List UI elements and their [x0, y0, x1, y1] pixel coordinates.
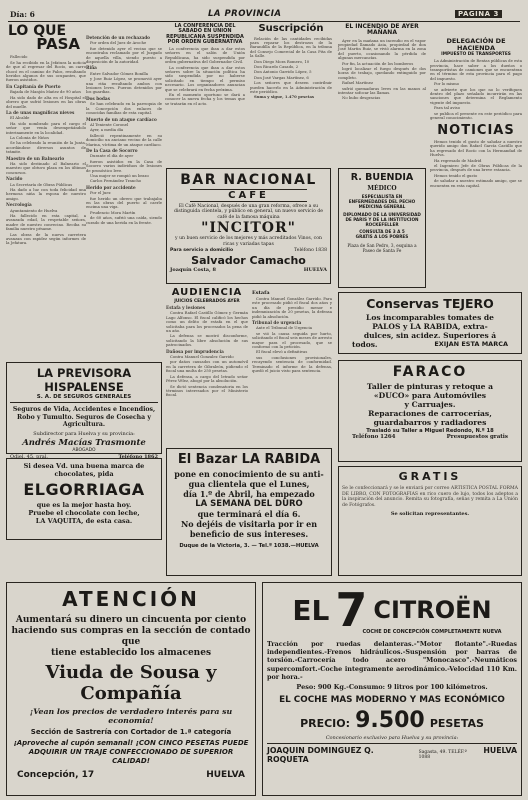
- ad-line: guardabarros y radiadores: [373, 418, 487, 427]
- lo-que-title: LO QUE: [8, 23, 67, 39]
- article-snippet: Por fin, la actuación de los bomberos: [342, 60, 414, 66]
- noticias-headline: NOTICIAS: [437, 123, 515, 139]
- article-snippet: Ante el Tribunal de Urgencia: [256, 325, 313, 331]
- estafa-article: Estafa Contra Manuel González Garrido. Para este procesado pidió el fiscal dos años y un día de presidio menor e indemnización de 20 pesetas, la defensa pidió la absolución. Tribunal de urgencia Ante el Tribunal de Urgencia se vió la causa seguida por hurto, solicitando el fiscal seis meses de arresto mayor para el procesado, que se conformó con la petición. El fiscal elevó a definitivas sus conclusiones provisionales, recayendo sentencia de conformidad. Terminado el informe de la defensa, quedó el juicio visto para sentencia.: [252, 290, 332, 374]
- article-snippet: Ayer, a media día: [90, 127, 124, 133]
- article-body: La Administración de Rentas públicas de esta provincia, hace saber a los dueños o transportistas de camiones que se encuentran en el término de esta provincia para el pago del impuesto.: [430, 58, 523, 81]
- ad-line: GRATIS A LOS POBRES: [355, 234, 409, 240]
- section-subhead: Herido por accidente: [86, 184, 136, 190]
- ad-line: Pruebe el chocolate con leche,: [28, 509, 140, 517]
- ad-line: CONSULTA DE 3 A 5: [359, 229, 405, 235]
- section-subhead: Maestro de un Balneario: [6, 155, 65, 161]
- ad-address: Odiel, 45, pral.: [10, 453, 48, 460]
- article-snippet: La Secretaría de Obras Públicas: [10, 181, 73, 187]
- tejero-ad: [338, 292, 522, 354]
- ad-brand: CITROËN: [373, 596, 492, 624]
- section-subhead: Muerto de un ataque cardíaco: [86, 116, 157, 122]
- article-snippet: No hubo desgracias: [342, 95, 381, 101]
- delegacion-headline: DELEGACIÓN DE HACIENDA: [446, 37, 506, 52]
- ad-line: pone en conocimiento de su anti-: [174, 469, 324, 479]
- lo-que-pasa-column: LO QUE PASA Fallecido Se ha recibido en la Jefatura la noticia de que al regresar del Rocío, un carro chocó en el camino de Palos, resultando heridos algunos de sus ocupantes, que fueron asistidos. En Capitanía de Puerto Bajada de Manjón Mañez de 90 años Ha sido dado de alta en el Hospital el obrero que sufrió lesiones en las obras del muelle. La de unas magníficas nieves El Alcalde Ha sido nombrado para el cargo el señor que venía desempeñándolo interinamente en la localidad. La Colonia de Niños Se ha celebrado la reunión de la Junta, acordándose diversos asuntos de trámite. Maestro de un Balneario Ha sido destinado al Balneario el maestro que obtuvo plaza en los últimos concursos. Nacido La Secretaría de Obras Públicas Ha dado a luz con toda felicidad una hermosa niña la esposa de nuestro amigo. Necrología Ayuntamiento de Huelva Ha fallecido en esta capital, a avanzada edad, la respetable señora, madre de nuestro convecino. Reciba su familia nuestro pésame. Las obras de la nueva carretera avanzan con rapidez según informes de la Jefatura.: [6, 23, 86, 246]
- article-body: Ayer en la mañana un incendio en el vapor propiedad llamado Asia, propiedad de don José Martin Ruiz, se vivió alarma en la zona del puerto, ocasionando la pérdida de algunas mercancías.: [338, 37, 426, 61]
- ad-cta: EXIJAN ESTA MARCA: [434, 340, 508, 348]
- gratis-ad: [338, 466, 522, 576]
- article-snippet: La Colonia de Niños: [10, 134, 49, 140]
- ad-address: Duque de la Victoria, 3. — Tel.º 1038.—HUELVA: [179, 543, 319, 549]
- article-snippet: Ayuntamiento de Huelva: [10, 207, 58, 213]
- ad-title: Conservas TEJERO: [366, 296, 494, 311]
- section-subhead: Riña: [86, 65, 97, 71]
- article-headline: AUDIENCIA: [171, 287, 243, 298]
- ad-line: DIPLOMADO DE LA UNIVERSIDAD DE PARIS Y DE LA INSTITUCION ROCKEFELLER: [343, 211, 421, 228]
- ad-seven: 7: [335, 583, 368, 637]
- article-snippet: Prudencio Mora Martín: [90, 209, 136, 215]
- ad-city: HUELVA: [206, 770, 245, 780]
- ad-title: ELGORRIAGA: [23, 480, 145, 499]
- ad-title: GRATIS: [398, 470, 462, 483]
- ad-owner: Salvador Camacho: [191, 254, 306, 268]
- ad-el: EL: [292, 593, 330, 627]
- ad-line: que es la mejor hasta hoy.: [36, 501, 132, 509]
- section-subhead: En Capitanía de Puerto: [6, 83, 61, 89]
- article-snippet: El Alcalde: [10, 115, 30, 121]
- ad-cta: Se solicitan representantes.: [390, 511, 470, 518]
- list-item: Suma y sigue, 1.470 pesetas: [254, 94, 315, 100]
- article-snippet: Bajada de Manjón Mañez de 90 años: [10, 89, 81, 95]
- article-snippet: Por lo mismo: [434, 81, 460, 87]
- ad-title: ATENCIÓN: [62, 587, 200, 611]
- article-snippet: Entre Salvador Gómez Bonilla: [90, 70, 149, 76]
- article-body: Hemos tenido el gusto de saludar a nuestro querido amigo don Rafael García Castillo que ha regresado del Rocío con la Hermandad de Huelva.: [430, 139, 522, 158]
- right-column: DELEGACIÓN DE HACIENDA IMPUESTO DE TRANSPORTES La Administración de Rentas públicas de esta provincia, hace saber a los dueños o transportistas de camiones que se encuentran en el término de esta provincia para el pago del impuesto. Por lo mismo se advierte que los que no lo verifiquen dentro del plazo señalado incurrirán en las sanciones que determina el Reglamento vigente del impuesto. Para tal aviso se publica el presente en este periódico para general conocimiento. NOTICIAS Hemos tenido el gusto de saludar a nuestro querido amigo don Rafael García Castillo que ha regresado del Rocío con la Hermandad de Huelva. Ha regresado de Madrid el Ingeniero Jefe de Obras Públicas de la provincia, después de una breve estancia. Hemos tenido el gusto de saludar a nuestro estimado amigo, que se encuentra en esta capital.: [430, 37, 523, 188]
- article-headline: Estafa: [252, 290, 270, 296]
- ad-line: que terminará el día 6.: [197, 509, 301, 519]
- ad-title: LA PREVISORA HISPALENSE: [36, 366, 132, 394]
- ad-dealer-label: Concesionario exclusivo para Huelva y su provincia:: [325, 735, 459, 742]
- audiencia-article: AUDIENCIA JUICIOS CELEBRADOS AYER Estafa y lesiones Contra Rafael Castillo Gómez y Germán Lago Alfonso. El fiscal calificó los hechos como un delito de estafa en el que solicitaba para los procesados la pena de un año. La defensa se mostró disconforme, solicitando la libre absolución de sus patrocinados. Dañosa por imprudencia Contra Manuel Gonzalez Garrido por daños causados con un automóvil en la carretera de Gibraleón, pidiendo el fiscal una multa de 250 pesetas. La defensa, a cargo del letrado señor Pérez Vélez, abogó por la absolución. Se dictó sentencia condenatoria en los términos interesados por el Ministerio fiscal.: [166, 287, 248, 398]
- ad-line: haciendo sus compras en la sección de contado que: [11, 626, 251, 647]
- atencion-ad: [6, 582, 256, 796]
- ad-dealer: JOAQUIN DOMINGUEZ Q. ROQUETA: [267, 746, 374, 765]
- ad-city: HUELVA: [483, 746, 517, 756]
- ad-store-name: Viuda de Sousa y Compañía: [45, 662, 217, 704]
- ad-address: Concepción, 17: [17, 770, 95, 780]
- ad-line: Taller de pinturas y retoque a: [366, 382, 494, 391]
- ad-price-label: PRECIO:: [300, 717, 351, 731]
- faraco-ad: [338, 360, 522, 462]
- ad-line: ¡Vean los precios de verdadero interés para su economía!: [29, 707, 233, 725]
- article-snippet: Por orden del Juez de Aroche: [90, 40, 147, 46]
- article-snippet: Contra Manuel Gonzalez Garrido: [170, 354, 234, 360]
- ad-line: gua clientela que el Lunes,: [188, 479, 310, 489]
- ad-line: día 1.º de Abril, ha empezado: [183, 489, 315, 499]
- ad-specs: Peso: 900 Kg.-Consumo: 9 litros por 100 kilómetros.: [296, 683, 488, 692]
- ad-phone: Teléfono 1264: [352, 434, 396, 440]
- article-subhead: JUICIOS CELEBRADOS AYER: [174, 298, 240, 304]
- ad-line: Sección de Sastrería con Cortador de 1.ª categoría: [30, 728, 232, 736]
- article-body: Relación de las cantidades recibidas para reparar los destrozos de la Barandilla de la República, en la tribuna del Consejo Comercial de la Casa Pita de la Salle.: [250, 35, 332, 59]
- ad-line: y Carruajes.: [404, 400, 456, 409]
- ad-line: PALOS y LA RABIDA, extra-: [372, 322, 488, 331]
- ad-line: Trasladó su Taller a Miguel Redondo, N.º 18: [366, 428, 494, 434]
- article-snippet: Durante el día de ayer: [90, 153, 134, 159]
- ad-offer: ¡Aproveche al cupón semanal! ¡CON CINCO PESETAS PUEDE ADQUIRIR UN TRAJE CONFECCIONADO DE SUPERIOR CALIDAD!: [13, 739, 249, 765]
- bar-nacional-ad: [166, 168, 331, 284]
- article-headline: Suscripción: [258, 23, 324, 34]
- ad-subtitle: CAFE: [190, 189, 307, 202]
- article-snippet: Rafael Martínez: [342, 80, 373, 86]
- ad-body: Tracción por ruedas delanteras.-"Motor flotante".-Ruedas independientes.-Frenos hidráulicos.-Suspensión por barras de torsión.-Carrocería todo acero "Monocasco".-Neumáticos supercomfort.-Coche integramente aerodinámico.-Velocidad 110 Km. por hora.-: [267, 640, 517, 681]
- ad-line: tiene establecido los almacenes: [50, 648, 212, 658]
- conferencia-article: LA CONFERENCIA DEL SABADO EN UNION REPUBLICANA SUSPENDIDA POR ORDEN GUBERNATIVA La conferencia que iban a dar estos señores en el salón de Unión Republicana, ha sido suspendida por orden gubernativa del Gobernador Civil. La conferencia que iban a dar estos señores sobre la situación política ha sido suspendida por no haberse solicitado en tiempo el permiso necesario. Los organizadores anuncian que se celebrará en fecha próxima. En el momento oportuno se dará a conocer la nueva fecha y los temas que se tratarán en el acto.: [165, 23, 245, 106]
- ad-agent-title: ABOGADO: [72, 447, 96, 453]
- ad-agent: Andrés Macías Trasmonte: [22, 437, 146, 448]
- ad-body: Se le confeccionará y se le enviará por correo ARTISTICA POSTAL FORMA DE LIBRO, CON FOTOGRAFIAS en rico cuero de lujo, todos los adeptos a la inspiración del anuncio. Remita su fotografía, señas y remita a La Unión de Fotógrafos.: [342, 486, 518, 508]
- ad-line: MEDICINA GENERAL: [358, 204, 406, 210]
- elgorriaga-ad: [6, 458, 162, 540]
- list-item: Don José Vargas Martínez, 6: [254, 74, 309, 80]
- previsora-ad: [6, 362, 162, 460]
- section-subhead: Dos bodas: [86, 95, 110, 101]
- ad-line: todos.: [352, 340, 378, 349]
- ad-price: 9.500: [355, 708, 425, 734]
- ad-title: R. BUENDIA: [350, 172, 414, 183]
- ad-description: El Café Nacional, después de una gran reforma, ofrece a su distinguida clientela, y público en general, un nuevo servicio de café de la famosa máquina: [174, 204, 323, 220]
- ad-line: LA VAQUITA, de esta casa.: [35, 517, 133, 525]
- ad-title: El Bazar LA RABIDA: [177, 452, 321, 467]
- ad-city: HUELVA: [303, 267, 327, 274]
- local-news-column: Detención de un rechazado Por orden del Juez de Aroche fue detenido ayer el vecino que se encontraba reclamado por el Juzgado de aquella villa, siendo puesto a disposición de la autoridad. Riña Entre Salvador Gómez Bonilla y Jose Ruiz López, se promovió ayer una riña resultando ambos con lesiones leves. Fueron detenidos por los guardias. Dos bodas Se han celebrado en la parroquia de la Concepción dos enlaces de conocidas familias de esta capital. Muerto de un ataque cardíaco Al Teniente Coronel Ayer, a media día falleció repentinamente en su domicilio un anciano vecino de la calle Marina, víctima de un ataque cardíaco. De la Casa de Socorro Durante el día de ayer fueron asistidos en la Casa de Socorro varios individuos de lesiones de pronóstico leve. Una mujer se rompió un brazo Carlos Fernández Trancho Herido por accidente Por el Juez fue herido un obrero que trabajaba en las obras del puerto al caerle encima una viga. Prudencio Mora Martín de 60 años, sufrió una caída, siendo curado de una herida en la frente.: [86, 35, 162, 225]
- section-subhead: La de unas magníficas nieves: [6, 109, 75, 115]
- article-snippet: Hemos tenido el gusto: [434, 172, 478, 178]
- article-headline: LA CONFERENCIA DEL SABADO EN UNION REPUBLICANA SUSPENDIDA POR ORDEN GUBERNATIVA: [166, 23, 244, 45]
- section-subhead: De la Casa de Socorro: [86, 147, 138, 153]
- article-snippet: Por el Juez: [90, 190, 111, 196]
- section-subhead: Nacido: [6, 176, 23, 182]
- article-body: La conferencia que iban a dar estos señores en el salón de Unión Republicana, ha sido suspendida por orden gubernativa del Gobernador Civil.: [165, 46, 245, 65]
- buendia-ad: [338, 168, 426, 288]
- ad-line: Reparaciones de carrocerías,: [368, 409, 492, 418]
- section-subhead: Necrología: [6, 202, 32, 208]
- ad-subtitle: MÉDICO: [367, 185, 397, 192]
- ad-line: Aumentará su dinero un cincuenta por ciento: [15, 615, 247, 625]
- ad-line: beneficio de sus intereses.: [189, 529, 309, 539]
- section-subhead: Detención de un rechazado: [86, 35, 150, 40]
- ad-line: LA SEMANA DEL DURO: [195, 499, 303, 509]
- incendio-article: EL INCENDIO DE AYER MAÑANA Ayer en la mañana un incendio en el vapor propiedad llamado Asia, propiedad de don José Martin Ruiz, se vivió alarma en la zona del puerto, ocasionando la pérdida de algunas mercancías. Por fin, la actuación de los bomberos logró localizar el fuego después de dos horas de trabajo, quedando extinguido por completo. Rafael Martínez sufrió quemaduras leves en las manos al intentar sofocar las llamas. No hubo desgracias: [338, 23, 426, 101]
- delegacion-subhead: IMPUESTO DE TRANSPORTES: [441, 51, 511, 57]
- ad-dealer-address: Sagasta, 49. TELÉF.º 1088: [418, 750, 467, 761]
- pasa-title: PASA: [36, 34, 80, 53]
- day-label: Día: 6: [10, 10, 35, 19]
- ad-phone: Teléfono 1862: [118, 453, 158, 460]
- section-subhead: Dañosa por imprudencia: [166, 348, 224, 354]
- article-headline: EL INCENDIO DE AYER MAÑANA: [345, 23, 419, 37]
- ad-subtitle: S. A. DE SEGUROS GENERALES: [10, 394, 158, 403]
- suscripcion-article: Suscripción Relación de las cantidades recibidas para reparar los destrozos de la Barandilla de la República, en la tribuna del Consejo Comercial de la Casa Pita de la Salle. Don Diego Mora Romero, 10 Don Ricardo Casado, 2 Don Antonio Garrido López, 5 Don José Vargas Martínez, 6 Los señores que deseen contribuir pueden hacerlo en la Administración de este periódico. Suma y sigue, 1.470 pesetas: [250, 23, 332, 100]
- ad-subtitle: COCHE DE CONCEPCIÓN COMPLETAMENTE NUEVA: [362, 629, 502, 635]
- article-snippet: Carlos Fernández Trancho: [90, 178, 142, 184]
- ad-lead: Si desea Vd. una buena marca de chocolates, pida: [23, 462, 145, 478]
- ad-service: Para servicio a domicilio: [170, 248, 234, 254]
- article-snippet: Para tal aviso: [434, 105, 461, 111]
- ad-title: FARACO: [392, 364, 468, 380]
- ad-line: Los incomparables tomates de: [366, 313, 494, 322]
- ad-agent-label: Subdirector para Huelva y su provincia:: [33, 430, 135, 437]
- ad-address: Plaza de San Pedro, 3, esquina a Paseo de Santa Fe: [347, 242, 417, 253]
- ad-title: BAR NACIONAL: [180, 172, 317, 188]
- ad-line: ESPECIALISTA EN ENFERMEDADES DEL PECHO: [348, 194, 416, 205]
- ad-address: Joaquín Costa, 8: [170, 267, 216, 274]
- ad-budget: Presupuestos gratis: [446, 434, 508, 440]
- article-snippet: Ha regresado de Madrid: [434, 157, 482, 163]
- ad-line: dulces, sin acidez. Superiores á: [363, 331, 497, 340]
- section-subhead: Estafa y lesiones: [166, 305, 206, 310]
- article-snippet: Al Teniente Coronel: [90, 121, 129, 127]
- article-body: Contra Manuel González Garrido. Para este procesado pidió el fiscal dos años y un día de presidio menor e indemnización de 20 pesetas, la defensa pidió la absolución.: [252, 296, 332, 319]
- ad-phone: Teléfono 1838: [294, 248, 327, 254]
- ad-description: y un buen servicio de los mejores y más acreditados Vinos, con ricas y variadas tapas: [175, 236, 322, 247]
- ad-services: Seguros de Vida, Accidentes e Incendios, Robo y Tumulto. Seguros de Cosecha y Agricultura.: [12, 406, 156, 429]
- list-item: Don Antonio Garrido López, 5: [254, 69, 312, 75]
- list-item: Don Ricardo Casado, 2: [254, 63, 299, 69]
- ad-brand: "INCITOR": [201, 220, 296, 237]
- header-rule: [8, 21, 520, 22]
- ad-line: No dejéis de visitarla por ir en: [180, 519, 318, 529]
- article-body: Contra Rafael Castillo Gómez y Germán Lago Alfonso. El fiscal calificó los hechos como un delito de estafa en el que solicitaba para los procesados la pena de un año.: [166, 310, 248, 334]
- citroen-ad: [262, 582, 522, 796]
- ad-price-unit: PESETAS: [429, 717, 484, 731]
- article-snippet: Fallecido: [10, 54, 28, 60]
- section-subhead: Tribunal de urgencia: [252, 320, 302, 326]
- article-snippet: El fiscal elevó a definitivas: [256, 349, 308, 355]
- ad-slogan: EL COCHE MAS MODERNO Y MAS ECONÓMICO: [279, 695, 505, 706]
- rabida-ad: [166, 448, 332, 576]
- masthead: LA PROVINCIA: [208, 9, 282, 19]
- ad-line: «DUCO» para Automóviles: [373, 391, 487, 400]
- page-number: PAGINA 3: [455, 10, 502, 18]
- list-item: Don Diego Mora Romero, 10: [254, 58, 310, 64]
- article-snippet: Una mujer se rompió un brazo: [90, 172, 149, 178]
